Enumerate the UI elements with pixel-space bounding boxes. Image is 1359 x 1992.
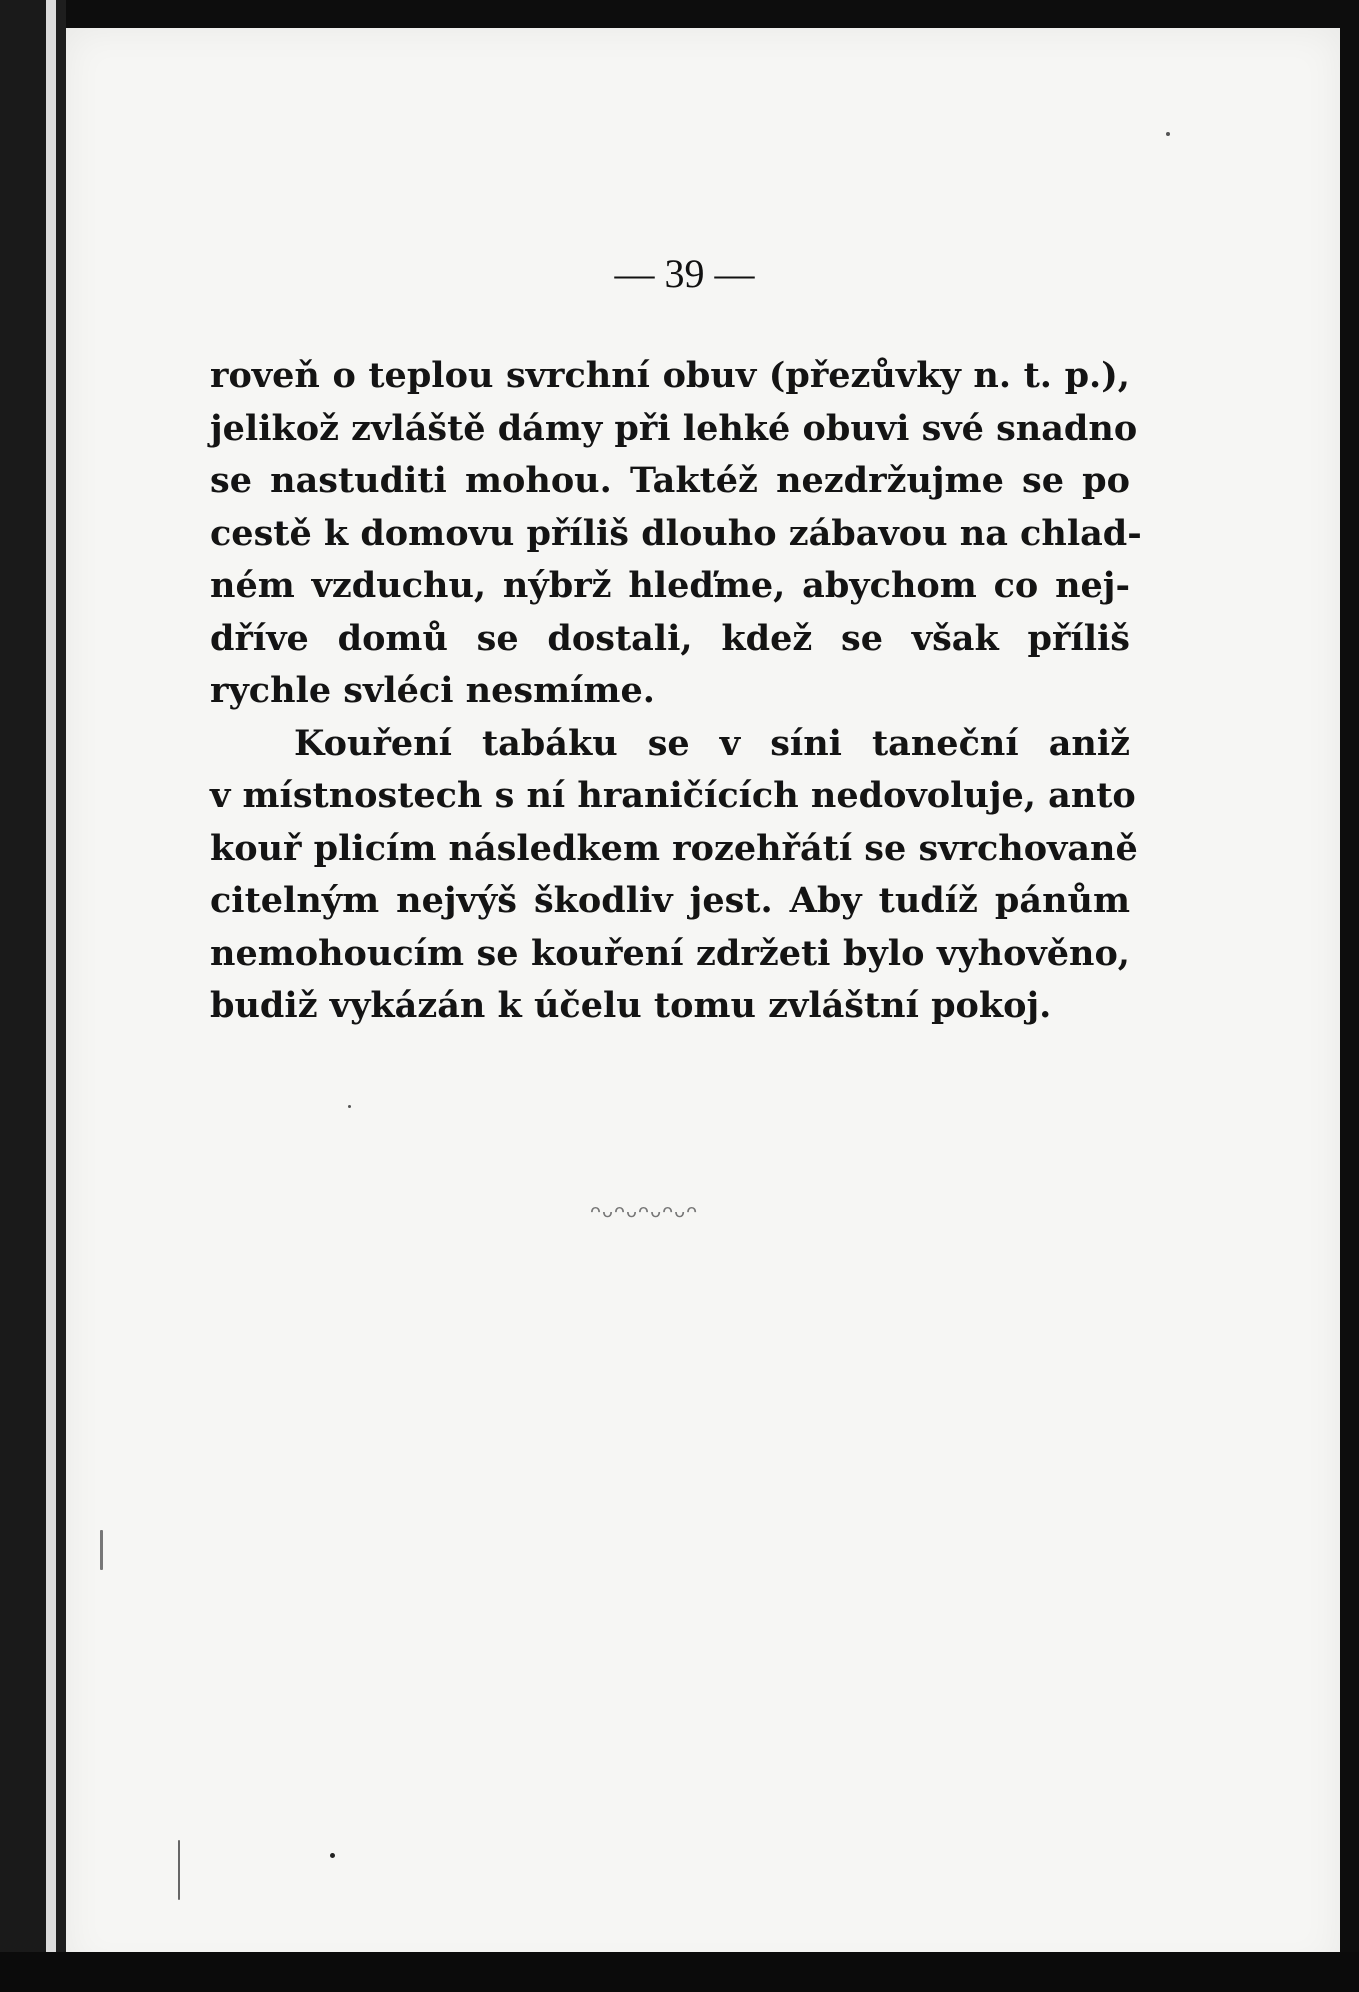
text-line: roveň o teplou svrchní obuv (přezůvky n. t. p.), xyxy=(210,355,1130,396)
text-line: se nastuditi mohou. Taktéž nezdržujme se po xyxy=(210,460,1130,501)
text-line: cestě k domovu příliš dlouho zábavou na chlad- xyxy=(210,512,1142,554)
end-ornament: ᴖᴗᴖᴗᴖᴗᴖᴗᴖ xyxy=(590,1205,699,1219)
text-line: ném vzduchu, nýbrž hleďme, abychom co nej- xyxy=(210,565,1130,606)
text-line: citelným nejvýš škodliv jest. Aby tudíž pánům xyxy=(210,880,1130,921)
scan-left-edge xyxy=(0,0,66,1992)
page-number: — 39 — xyxy=(614,251,755,296)
text-line: kouř plicím následkem rozehřátí se svrchovaně xyxy=(210,827,1138,869)
text-line: Kouření tabáku se v síni taneční aniž xyxy=(294,722,1130,764)
paper-speck xyxy=(178,1840,180,1900)
text-line: nemohoucím se kouření zdržeti bylo vyhověno, xyxy=(210,932,1130,974)
text-line: budiž vykázán k účelu tomu zvláštní pokoj. xyxy=(210,985,1052,1026)
text-line: rychle svléci nesmíme. xyxy=(210,670,655,711)
body-text xyxy=(210,350,1142,1033)
text-line: v místnostech s ní hraničících nedovoluje, anto xyxy=(210,775,1136,816)
text-line: dříve domů se dostali, kdež se však příliš xyxy=(210,617,1130,659)
paper-speck xyxy=(348,1105,351,1108)
paper-speck xyxy=(1166,132,1170,136)
paper-speck xyxy=(330,1853,335,1858)
paper-speck xyxy=(100,1530,103,1570)
text-line: jelikož zvláště dámy při lehké obuvi své snadno xyxy=(210,407,1138,449)
scan-bottom-edge xyxy=(0,1952,1359,1992)
